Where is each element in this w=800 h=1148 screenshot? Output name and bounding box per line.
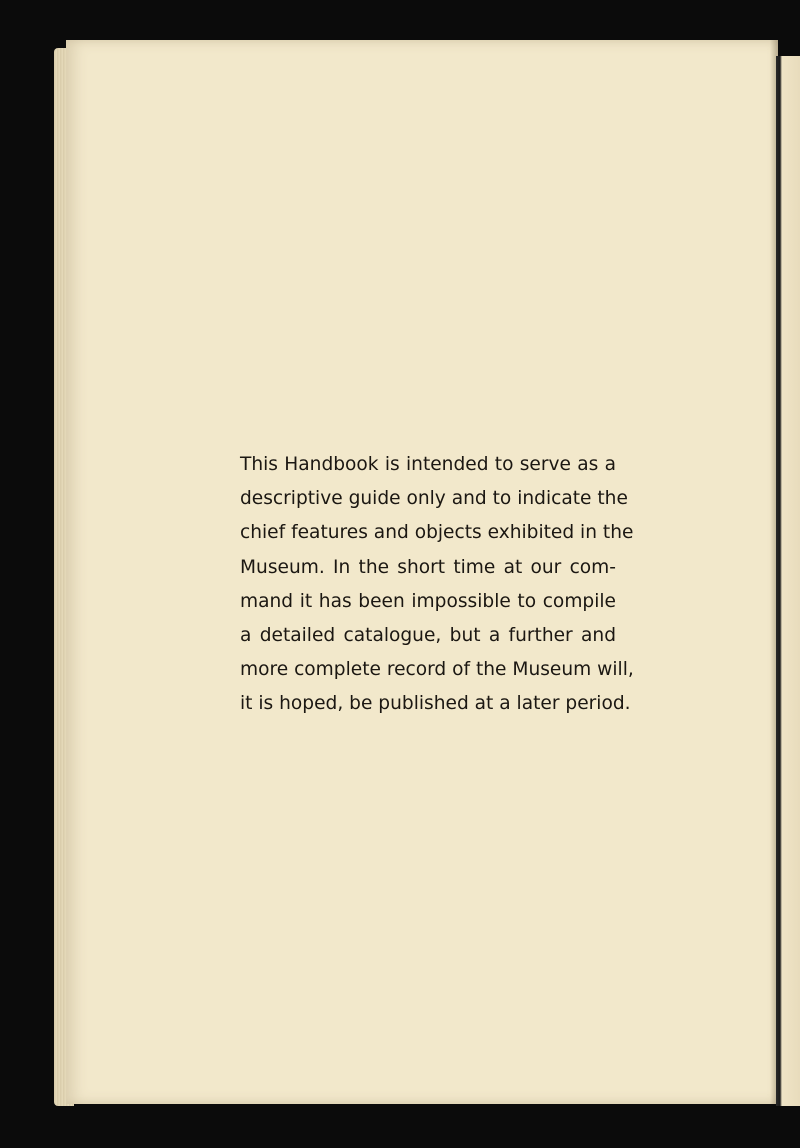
facing-page-edge: [776, 56, 800, 1106]
paragraph-line: it is hoped, be published at a later period.: [240, 693, 631, 715]
paragraph-line: chief features and objects exhibited in the: [240, 522, 634, 544]
paragraph-line: mand it has been impossible to compile: [240, 590, 616, 612]
paragraph-line: Museum. In the short time at our com-: [240, 556, 616, 578]
foreword-paragraph: [240, 448, 634, 722]
paragraph-line: more complete record of the Museum will,: [240, 659, 634, 681]
paragraph-line: descriptive guide only and to indicate the: [240, 488, 628, 510]
paragraph-line: This Handbook is intended to serve as a: [240, 454, 616, 475]
paragraph-line: a detailed catalogue, but a further and: [240, 625, 616, 647]
